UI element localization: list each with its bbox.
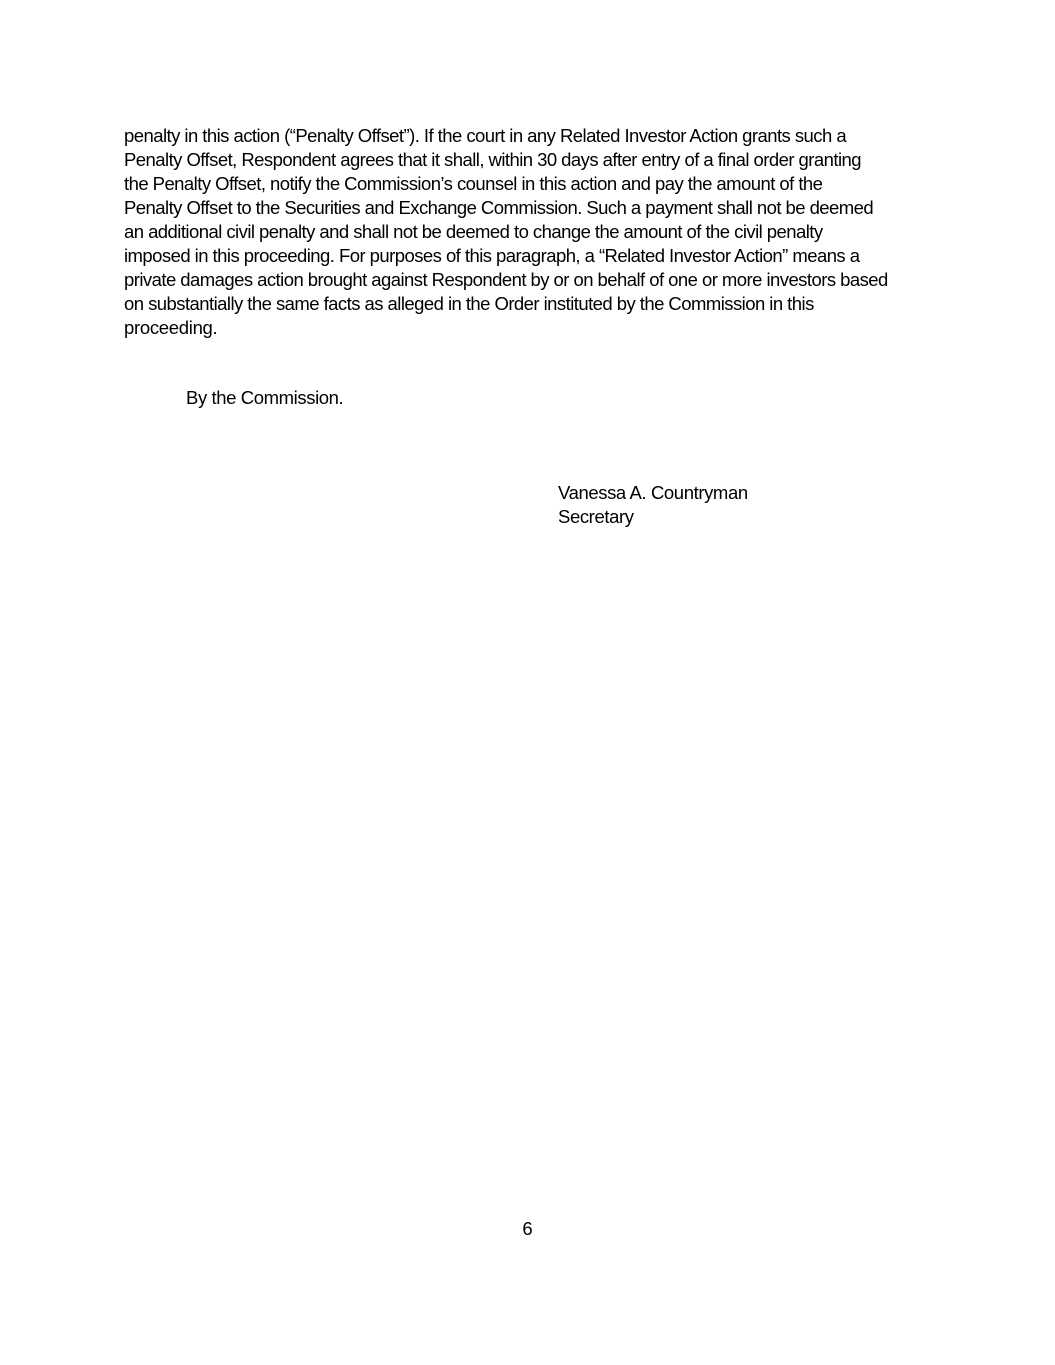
- paragraph-line: proceeding.: [124, 317, 218, 338]
- signature-block: [558, 481, 748, 529]
- page-number: 6: [522, 1218, 533, 1239]
- closing-line: By the Commission.: [186, 387, 344, 408]
- paragraph-line: an additional civil penalty and shall not be deemed to change the amount of the civil penalty: [124, 221, 823, 242]
- body-paragraph: [124, 124, 936, 340]
- paragraph-line: private damages action brought against Respondent by or on behalf of one or more investors based: [124, 269, 888, 290]
- paragraph-line: imposed in this proceeding. For purposes of this paragraph, a “Related Investor Action” means a: [124, 245, 860, 266]
- signatory-name: Vanessa A. Countryman: [558, 482, 748, 503]
- paragraph-line: Penalty Offset, Respondent agrees that it shall, within 30 days after entry of a final order granting: [124, 149, 861, 170]
- paragraph-line: on substantially the same facts as alleged in the Order instituted by the Commission in this: [124, 293, 814, 314]
- paragraph-line: Penalty Offset to the Securities and Exchange Commission. Such a payment shall not be deemed: [124, 197, 874, 218]
- paragraph-line: penalty in this action (“Penalty Offset”). If the court in any Related Investor Action grants such a: [124, 125, 847, 146]
- paragraph-line: the Penalty Offset, notify the Commission’s counsel in this action and pay the amount of the: [124, 173, 823, 194]
- signatory-title: Secretary: [558, 506, 634, 527]
